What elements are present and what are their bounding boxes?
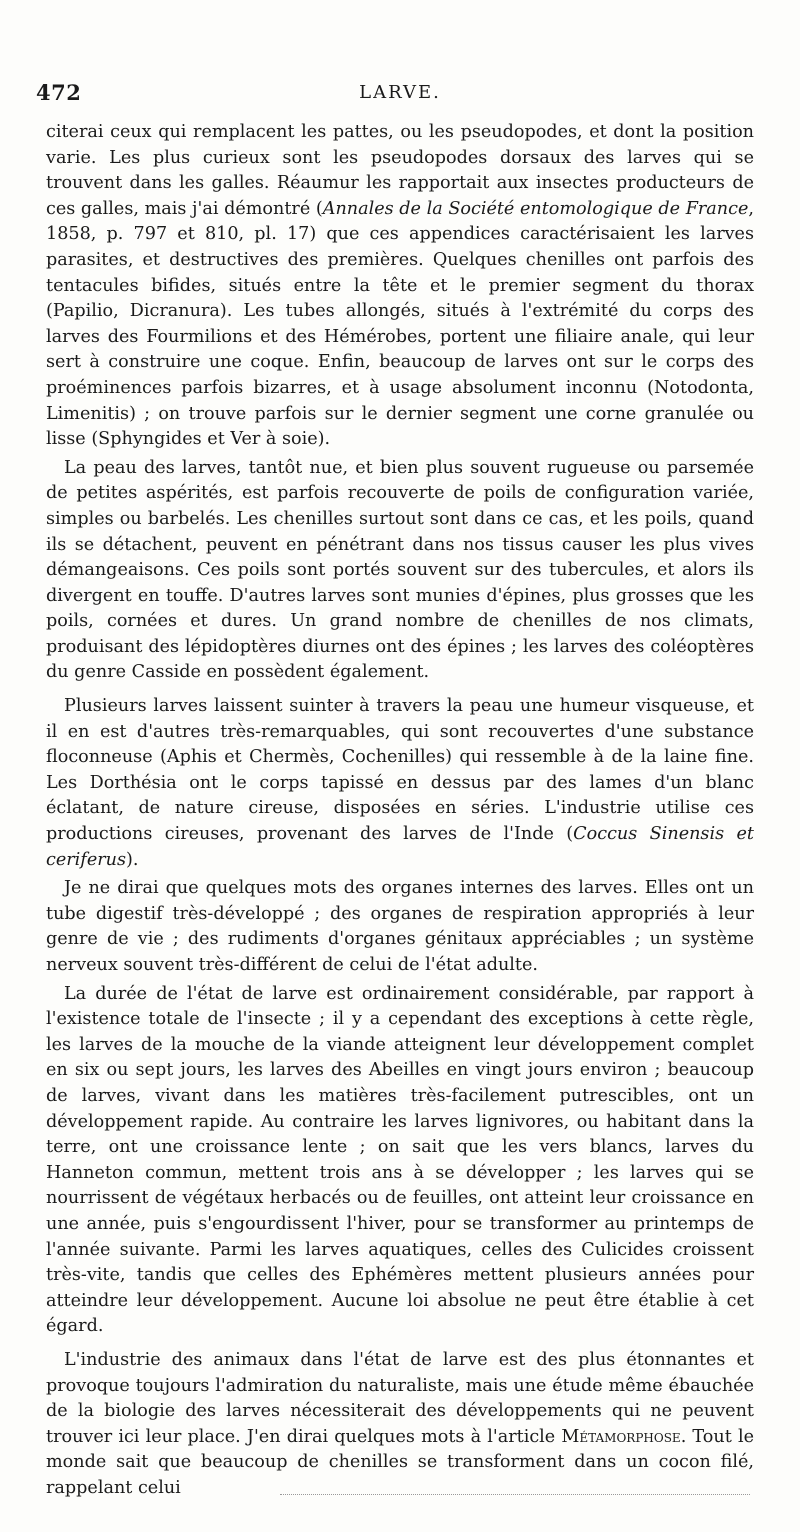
italic-species: Coccus Sinensis et ceriferus [46, 824, 754, 870]
paragraph-secretions [46, 694, 754, 873]
paragraph-skin [46, 456, 754, 686]
paragraph-text: ). [126, 849, 139, 870]
paragraph-duration [46, 982, 754, 1340]
paragraph-text: Je ne dirai que quelques mots des organes internes des larves. Elles ont un tube digestif très-développé ; des organes de respiration appropriés à leur genre de vie ; des rudiments d'organes génitaux appréciables ; un système nerveux souvent très-différent de celui de l'état adulte. [46, 878, 754, 975]
paragraph-text: Plusieurs larves laissent suinter à travers la peau une humeur visqueuse, et il en est d'autres très-remarquables, qui sont recouvertes d'une substance floconneuse (Aphis et Chermès, Cochenilles) qui ressemble à de la laine fine. Les Dorthésia ont le corps tapissé en dessus par des lames d'un blanc éclatant, de nature cireuse, disposées en séries. L'industrie utilise ces productions cireuses, provenant des larves de l'Inde ( [46, 696, 754, 845]
paragraph-internal-organs [46, 876, 754, 978]
page-header [36, 80, 764, 114]
paragraph-text: . Tout le monde sait que beaucoup de chenilles se transforment dans un cocon filé, rappelant celui [46, 1426, 754, 1498]
italic-citation: Annales de la Société entomologique de France [322, 198, 749, 219]
running-title: LARVE. [359, 82, 441, 103]
paragraph-text: L'industrie des animaux dans l'état de larve est des plus étonnantes et provoque toujours l'admiration du naturaliste, mais une étude même ébauchée de la biologie des larves nécessiterait des développements qui ne peuvent trouver ici leur place. J'en dirai quelques mots à l'article [46, 1349, 754, 1447]
page-body [46, 120, 754, 1501]
paragraph-text: citerai ceux qui remplacent les pattes, ou les pseudopodes, et dont la position varie. Les plus curieux sont les pseudopodes dorsaux des larves qui se trouvent dans les galles. Réaumur les rapportait aux insectes producteurs de ces galles, mais j'ai démontré ( [46, 122, 754, 219]
paragraph-appendages [46, 120, 754, 453]
paragraph-text: La peau des larves, tantôt nue, et bien plus souvent rugueuse ou parsemée de petites aspérités, est parfois recouverte de poils de configuration variée, simples ou barbelés. Les chenilles surtout sont dans ce cas, et les poils, quand ils se détachent, peuvent en pénétrant dans nos tissus causer les plus vives démangeaisons. Ces poils sont portés souvent sur des tubercules, et alors ils divergent en touffe. D'autres larves sont munies d'épines, plus grosses que les poils, cornées et dures. Un grand nombre de chenilles de nos climats, produisant des lépidoptères diurnes ont des épines ; les larves des coléoptères du genre Casside en possèdent également. [46, 457, 754, 683]
page-number: 472 [36, 80, 82, 105]
smallcaps-reference: Métamorphose [561, 1426, 681, 1447]
paragraph-text: La durée de l'état de larve est ordinairement considérable, par rapport à l'existence totale de l'insecte ; il y a cependant des exceptions à cette règle, les larves de la mouche de la viande atteignent leur développement complet en six ou sept jours, les larves des Abeilles en vingt jours environ ; beaucoup de larves, vivant dans les matières très-facilement putrescibles, ont un développement rapide. Au contraire les larves lignivores, ou habitant dans la terre, ont une croissance lente ; on sait que les vers blancs, larves du Hanneton commun, mettent trois ans à se développer ; les larves qui se nourrissent de végétaux herbacés ou de feuilles, ont atteint leur croissance en une année, puis s'engourdissent l'hiver, pour se transformer au printemps de l'année suivante. Parmi les larves aquatiques, celles des Culicides croissent très-vite, tandis que celles des Ephémères mettent plusieurs années pour atteindre leur développement. Aucune loi absolue ne peut être établie à cet égard. [46, 983, 754, 1337]
paragraph-text: , 1858, p. 797 et 810, pl. 17) que ces appendices caractérisaient les larves parasites, et destructives des premières. Quelques chenilles ont parfois des tentacules bifides, situés entre la tête et le premier segment du thorax (Papilio, Dicranura). Les tubes allongés, situés à l'extrémité du corps des larves des Fourmilions et des Hémérobes, portent une filiaire anale, qui leur sert à construire une coque. Enfin, beaucoup de larves ont sur le corps des proéminences parfois bizarres, et à usage absolument inconnu (Notodonta, Limenitis) ; on trouve parfois sur le dernier segment une corne granulée ou lisse (Sphyngides et Ver à soie). [46, 198, 754, 450]
bottom-margin-rule [280, 1494, 750, 1495]
paragraph-industry [46, 1348, 754, 1502]
